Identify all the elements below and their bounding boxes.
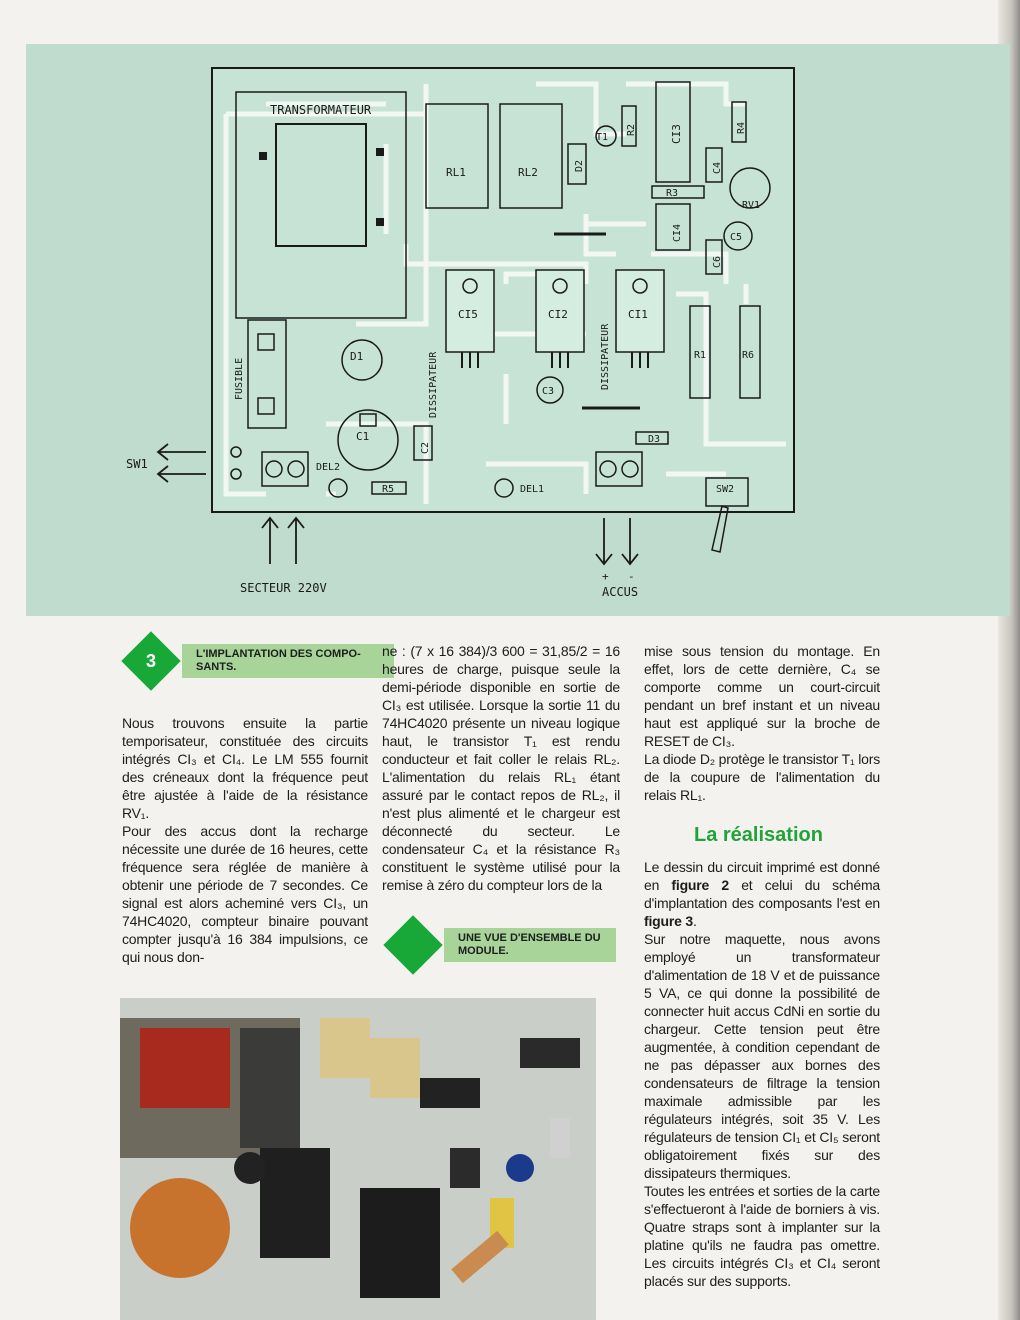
pcb-layout-diagram — [26, 44, 1010, 616]
col1-para-1: Nous trouvons ensuite la partie temporisateur, constituée des circuits intégrés CI₃ et CI₄. Le LM 555 fournit des créneaux dont la fréquence peut être ajustée à l'aide de la résistance RV₁. — [122, 715, 368, 821]
figure-3-ref: figure 3 — [644, 913, 693, 929]
figure-number-diamond — [121, 631, 180, 690]
text-column-3a — [644, 642, 880, 804]
r4-label: R4 — [736, 121, 747, 134]
text-column-1 — [122, 714, 368, 966]
del1-label: DEL1 — [520, 484, 545, 495]
col3b-para-2: Sur notre maquette, nous avons employé un transformateur d'alimentation de 18 V et de puissance 5 VA, ce qui donne la possibilité de connecter huit accus CdNi en sortie du chargeur. Cette tension peut être augmentée, à condition cependant de ne pas dépasser aux bornes des condensateurs de filtrage la tension maximale admissible par les régulateurs intégrés, soit 35 V. Les régulateurs de tension CI₁ et CI₅ seront obligatoirement fixés sur des dissipateurs thermiques. — [644, 931, 880, 1181]
battery-label: ACCUS — [602, 585, 639, 599]
component-layout-figure — [26, 44, 1010, 616]
module-photo — [120, 998, 596, 1320]
col1-para-2: Pour des accus dont la recharge nécessite une durée de 16 heures, cette fréquence sera réglée de manière à obtenir une période de 7 secondes. Ce signal est alors acheminé vers CI₃, un 74HC4020, compteur binaire pouvant compter jusqu'à 16 384 impulsions, ce qui nous don- — [122, 823, 368, 965]
c6-label: C6 — [712, 255, 723, 268]
heatsink-label-1: DISSIPATEUR — [428, 351, 439, 418]
plus-label: + — [602, 570, 609, 583]
t1-label: T1 — [596, 132, 609, 143]
r5-label: R5 — [382, 484, 395, 495]
col3-para-2: La diode D₂ protège le transistor T₁ lors de la coupure de l'alimentation du relais RL₁. — [644, 751, 880, 803]
mains-label: SECTEUR 220V — [240, 581, 327, 595]
d2-label: D2 — [574, 159, 585, 172]
ci5-label: CI5 — [458, 308, 478, 321]
heatsink-label-2: DISSIPATEUR — [600, 323, 611, 390]
rv1-label: RV1 — [742, 200, 761, 211]
photo-caption — [392, 924, 616, 966]
c1-label: C1 — [356, 430, 370, 443]
r6-label: R6 — [742, 350, 755, 361]
text-column-2 — [382, 642, 620, 894]
col2-para-1: ne : (7 x 16 384)/3 600 = 31,85/2 = 16 heures de charge, puisque seule la demi-période disponible en sortie de CI₃ est utilisée. Lorsque la sortie 11 du 74HC4020 présente un niveau logique haut, le transistor T₁ est rendu conducteur et fait coller le relais RL₂. L'alimentation du relais RL₁ étant assuré par le contact repos de RL₂, il n'est plus alimenté et le chargeur est déconnecté du secteur. Le condensateur C₄ et la résistance R₃ constituent le système utilisé pour la remise à zéro du compteur lors de la — [382, 643, 620, 893]
sw1-label: SW1 — [126, 457, 148, 471]
ci3-label: CI3 — [670, 124, 683, 144]
ci1-label: CI1 — [628, 308, 648, 321]
c3-label: C3 — [542, 386, 555, 397]
del2-label: DEL2 — [316, 462, 341, 473]
photo-caption-text: UNE VUE D'ENSEMBLE DU MODULE. — [444, 928, 616, 962]
d3-label: D3 — [648, 434, 661, 445]
r3-label: R3 — [666, 188, 679, 199]
minus-label: - — [628, 570, 635, 583]
col3b-para-1: Le dessin du circuit imprimé est donné en figure 2 et celui du schéma d'implantation des composants l'est en figure 3. — [644, 859, 880, 929]
transformer-label: TRANSFORMATEUR — [270, 103, 372, 117]
r2-label: R2 — [626, 123, 637, 136]
module-photo-drawing — [120, 998, 596, 1320]
ci4-label: CI4 — [672, 223, 683, 242]
figure-3-caption-text: L'IMPLANTATION DES COMPO-SANTS. — [182, 644, 394, 678]
sw2-label: SW2 — [716, 484, 735, 495]
figure-2-ref: figure 2 — [671, 877, 729, 893]
fuse-label: FUSIBLE — [234, 357, 245, 400]
figure-number: 3 — [145, 650, 156, 671]
c5-label: C5 — [730, 232, 743, 243]
rl2-label: RL2 — [518, 166, 538, 179]
rl1-label: RL1 — [446, 166, 466, 179]
c4-label: C4 — [712, 161, 723, 174]
r1-label: R1 — [694, 350, 707, 361]
caption-diamond — [383, 915, 442, 974]
c2-label: C2 — [420, 441, 431, 454]
ci2-label: CI2 — [548, 308, 568, 321]
d1-label: D1 — [350, 350, 364, 363]
col3-para-1: mise sous tension du montage. En effet, lors de cette dernière, C₄ se comporte comme un court-circuit pendant un bref instant et un niveau haut est appliqué sur la broche de RESET de CI₃. — [644, 643, 880, 749]
text-column-3b — [644, 858, 880, 1290]
figure-3-caption — [130, 640, 394, 682]
col3b-para-3: Toutes les entrées et sorties de la carte s'effectueront à l'aide de borniers à vis. Quatre straps sont à implanter sur la platine qu'ils ne faudra pas omettre. Les circuits intégrés CI₃ et CI₄ seront placés sur des supports. — [644, 1183, 880, 1289]
section-heading: La réalisation — [694, 824, 823, 846]
